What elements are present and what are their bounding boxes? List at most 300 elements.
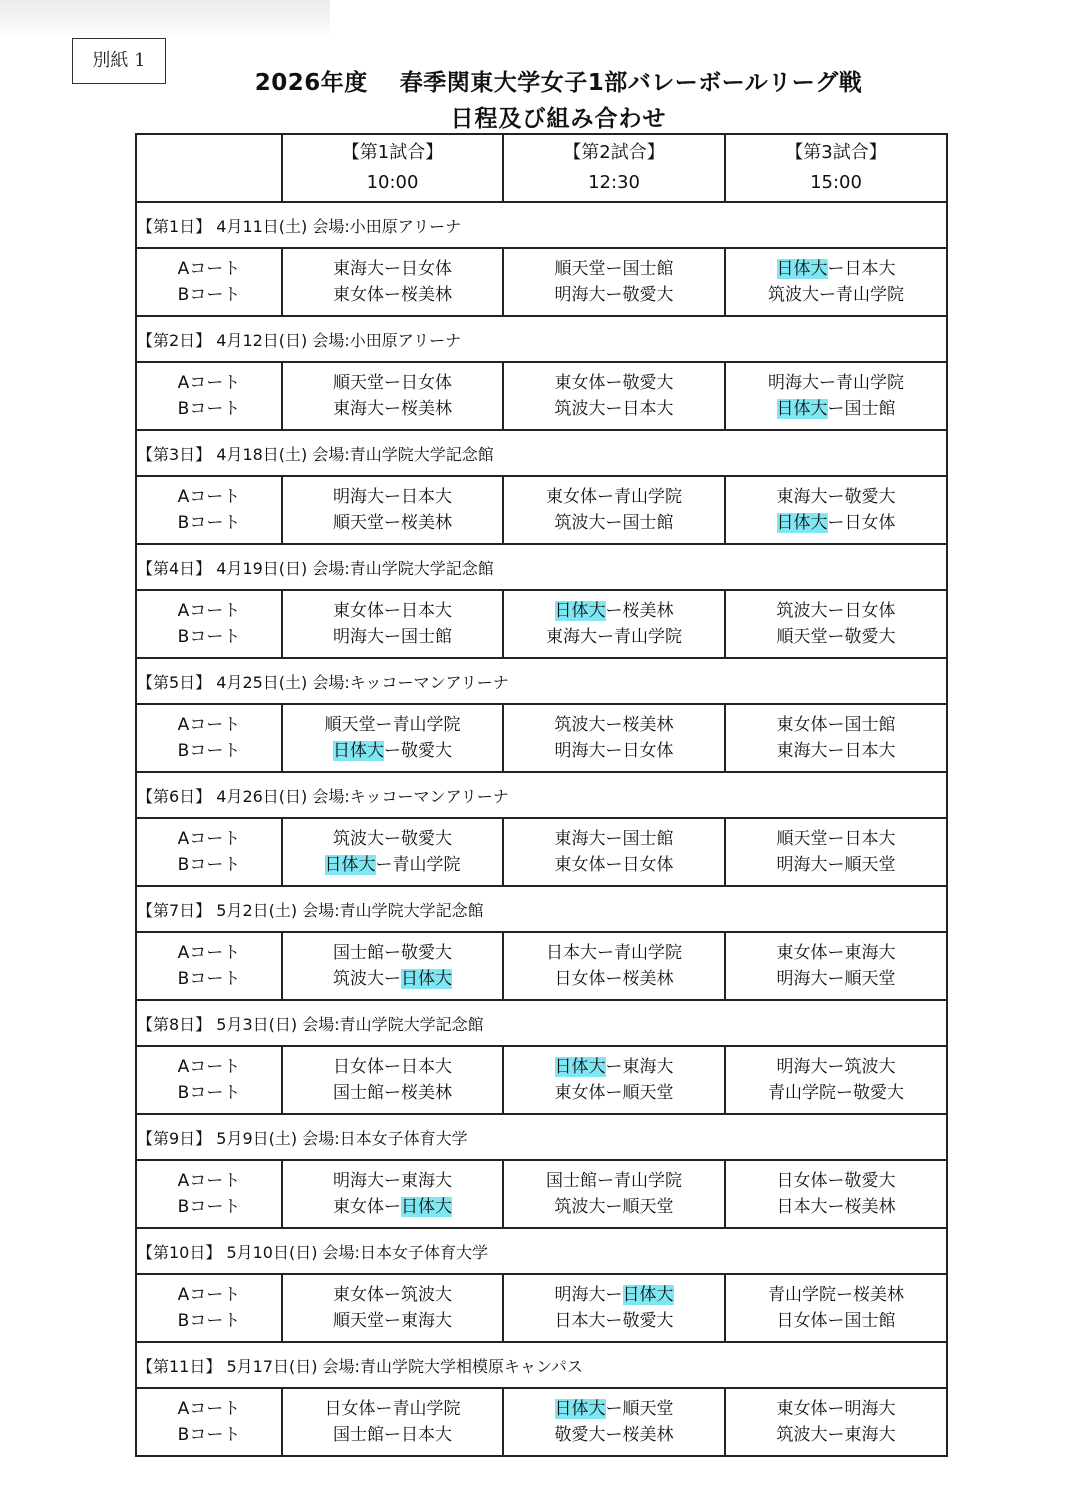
match-pairing (726, 1308, 946, 1334)
match-pairing (504, 712, 724, 738)
page-shadow (0, 0, 330, 40)
court-label: Aコート (177, 1171, 241, 1191)
match-pairing (283, 1396, 502, 1422)
match-dash: ー (597, 627, 614, 647)
team-name: 順天堂 (333, 513, 384, 533)
team-name: 日本大 (401, 1057, 452, 1077)
team-name: 明海大 (776, 855, 828, 875)
match-dash: ー (819, 373, 836, 393)
highlighted-team: 日体大 (554, 1399, 606, 1419)
match-pairing (504, 1282, 724, 1308)
team-name: 国士館 (333, 1083, 384, 1103)
match-dash: ー (827, 715, 845, 735)
match-cell-game-3 (725, 248, 947, 316)
match-pairing (283, 1054, 502, 1080)
match-pairing (726, 1054, 946, 1080)
match-cell-game-2 (503, 1274, 725, 1342)
match-pairing (504, 1422, 724, 1448)
match-cell-game-1 (282, 1160, 503, 1228)
match-pairing (726, 484, 946, 510)
match-cell-game-1 (282, 1388, 503, 1456)
court-label: Bコート (177, 969, 241, 989)
team-name: 明海大 (333, 487, 384, 507)
match-cell-game-3 (725, 1274, 947, 1342)
team-name: 桜美林 (622, 969, 674, 989)
team-name: 日本大 (844, 829, 896, 849)
team-name: 敬愛大 (622, 1311, 674, 1331)
court-label: Bコート (177, 1197, 241, 1217)
team-name: 東女体 (554, 1083, 606, 1103)
day-info-cell: 【第10日】 5月10日(日) 会場:日本女子体育大学 (136, 1228, 947, 1274)
match-pairing (726, 598, 946, 624)
team-name: 桜美林 (622, 601, 674, 621)
match-pairing (726, 1080, 946, 1106)
match-dash: ー (384, 1197, 401, 1217)
day-info-cell: 【第1日】 4月11日(土) 会場:小田原アリーナ (136, 202, 947, 248)
day-header-row (136, 886, 947, 932)
team-name: 敬愛大 (554, 1425, 606, 1445)
match-dash: ー (605, 715, 623, 735)
team-name: 東女体 (776, 943, 828, 963)
court-label-cell (136, 932, 282, 1000)
match-pairing (726, 282, 946, 308)
match-dash: ー (384, 741, 401, 761)
match-dash: ー (597, 1171, 614, 1191)
match-row (136, 590, 947, 658)
match-dash: ー (827, 855, 845, 875)
match-dash: ー (605, 259, 623, 279)
court-label: Bコート (177, 855, 241, 875)
header-game-time: 15:00 (810, 172, 862, 193)
match-dash: ー (384, 285, 401, 305)
team-name: 筑波大 (554, 513, 606, 533)
team-name: 順天堂 (554, 259, 606, 279)
team-name: 敬愛大 (401, 943, 452, 963)
court-label: Aコート (177, 1399, 241, 1419)
court-label-cell (136, 704, 282, 772)
team-name: 明海大 (776, 969, 828, 989)
match-pairing (283, 1282, 502, 1308)
match-pairing (504, 1054, 724, 1080)
match-pairing (283, 282, 502, 308)
match-pairing (283, 598, 502, 624)
team-name: 日女体 (776, 1171, 828, 1191)
team-name: 順天堂 (844, 855, 896, 875)
team-name: 桜美林 (401, 285, 452, 305)
match-dash: ー (384, 1285, 401, 1305)
match-dash: ー (827, 601, 845, 621)
match-pairing (726, 738, 946, 764)
match-cell-game-2 (503, 818, 725, 886)
match-dash: ー (827, 487, 845, 507)
team-name: 桜美林 (622, 1425, 674, 1445)
day-info-cell: 【第5日】 4月25日(土) 会場:キッコーマンアリーナ (136, 658, 947, 704)
match-dash: ー (375, 715, 393, 735)
team-name: 筑波大 (333, 829, 384, 849)
court-label-cell (136, 590, 282, 658)
match-dash: ー (827, 259, 845, 279)
match-row (136, 1388, 947, 1456)
match-cell-game-2 (503, 362, 725, 430)
header-cell-game-2 (503, 134, 725, 202)
match-dash: ー (827, 969, 845, 989)
match-pairing (283, 256, 502, 282)
match-pairing (504, 1308, 724, 1334)
court-label: Aコート (177, 1057, 241, 1077)
match-pairing (283, 738, 502, 764)
team-name: 順天堂 (333, 373, 384, 393)
team-name: 筑波大 (554, 399, 606, 419)
team-name: 東女体 (333, 1285, 384, 1305)
team-name: 筑波大 (776, 601, 828, 621)
team-name: 青山学院 (836, 373, 904, 393)
team-name: 日女体 (776, 1311, 828, 1331)
highlighted-team: 日体大 (554, 1057, 606, 1077)
match-pairing (283, 484, 502, 510)
match-dash: ー (605, 1285, 623, 1305)
day-header-row (136, 544, 947, 590)
day-header-row (136, 1114, 947, 1160)
team-name: 日女体 (844, 601, 896, 621)
team-name: 東女体 (333, 601, 384, 621)
team-name: 筑波大 (768, 285, 819, 305)
match-pairing (726, 1168, 946, 1194)
match-pairing (726, 624, 946, 650)
team-name: 順天堂 (622, 1083, 674, 1103)
match-dash: ー (605, 829, 623, 849)
team-name: 日女体 (622, 855, 674, 875)
match-pairing (504, 256, 724, 282)
team-name: 順天堂 (776, 829, 828, 849)
match-pairing (726, 940, 946, 966)
court-label-cell (136, 248, 282, 316)
team-name: 桜美林 (401, 399, 452, 419)
match-pairing (504, 852, 724, 878)
team-name: 東海大 (333, 399, 384, 419)
match-dash: ー (827, 741, 845, 761)
team-name: 明海大 (554, 741, 606, 761)
team-name: 国士館 (844, 399, 896, 419)
highlighted-team: 日体大 (554, 601, 606, 621)
team-name: 明海大 (554, 1285, 606, 1305)
team-name: 国士館 (333, 943, 384, 963)
team-name: 東海大 (333, 259, 384, 279)
match-dash: ー (605, 969, 623, 989)
match-dash: ー (827, 1057, 845, 1077)
header-corner-cell (136, 134, 282, 202)
header-game-label: 【第1試合】 (341, 142, 444, 163)
match-dash: ー (827, 1311, 845, 1331)
team-name: 筑波大 (776, 1425, 828, 1445)
team-name: 東海大 (546, 627, 597, 647)
team-name: 日女体 (622, 741, 674, 761)
match-dash: ー (605, 373, 623, 393)
team-name: 筑波大 (844, 1057, 896, 1077)
match-pairing (283, 624, 502, 650)
match-cell-game-2 (503, 1046, 725, 1114)
highlighted-team: 日体大 (401, 1197, 452, 1217)
match-pairing (504, 510, 724, 536)
match-cell-game-3 (725, 362, 947, 430)
team-name: 敬愛大 (401, 829, 452, 849)
team-name: 桜美林 (401, 513, 452, 533)
team-name: 桜美林 (622, 715, 674, 735)
header-game-label: 【第3試合】 (785, 142, 887, 163)
team-name: 筑波大 (554, 1197, 606, 1217)
court-label: Aコート (177, 943, 241, 963)
schedule-body (136, 134, 947, 1456)
team-name: 東海大 (401, 1171, 452, 1191)
team-name: 敬愛大 (853, 1083, 904, 1103)
match-cell-game-1 (282, 248, 503, 316)
match-dash: ー (384, 1425, 401, 1445)
team-name: 明海大 (333, 627, 384, 647)
match-dash: ー (605, 1311, 623, 1331)
team-name: 順天堂 (776, 627, 828, 647)
match-cell-game-3 (725, 704, 947, 772)
court-label-cell (136, 1046, 282, 1114)
match-dash: ー (827, 1425, 845, 1445)
header-game-label: 【第2試合】 (563, 142, 665, 163)
match-pairing (726, 1422, 946, 1448)
match-pairing (283, 1168, 502, 1194)
court-label: Bコート (177, 627, 241, 647)
team-name: 東海大 (776, 741, 828, 761)
match-pairing (283, 966, 502, 992)
match-cell-game-1 (282, 704, 503, 772)
team-name: 青山学院 (392, 855, 461, 875)
team-name: 国士館 (844, 715, 896, 735)
team-name: 東海大 (844, 943, 896, 963)
court-label: Bコート (177, 1425, 241, 1445)
team-name: 青山学院 (392, 1399, 461, 1419)
team-name: 国士館 (622, 829, 674, 849)
team-name: 日女体 (844, 513, 896, 533)
team-name: 日本大 (776, 1197, 828, 1217)
day-header-row (136, 316, 947, 362)
match-dash: ー (605, 741, 623, 761)
team-name: 順天堂 (333, 1311, 384, 1331)
match-dash: ー (605, 1399, 623, 1419)
team-name: 順天堂 (324, 715, 376, 735)
team-name: 国士館 (401, 627, 452, 647)
team-name: 日本大 (546, 943, 597, 963)
match-pairing (504, 738, 724, 764)
day-header-row (136, 658, 947, 704)
team-name: 青山学院 (614, 1171, 682, 1191)
match-dash: ー (384, 487, 401, 507)
match-pairing (726, 1194, 946, 1220)
match-dash: ー (827, 1171, 845, 1191)
match-cell-game-3 (725, 1388, 947, 1456)
match-dash: ー (605, 1083, 623, 1103)
header-row (136, 134, 947, 202)
day-info-cell: 【第4日】 4月19日(日) 会場:青山学院大学記念館 (136, 544, 947, 590)
court-label: Aコート (177, 373, 241, 393)
match-pairing (726, 966, 946, 992)
match-row (136, 476, 947, 544)
team-name: 青山学院 (614, 627, 682, 647)
court-label: Aコート (177, 1285, 241, 1305)
match-cell-game-2 (503, 1160, 725, 1228)
match-pairing (504, 966, 724, 992)
match-cell-game-2 (503, 932, 725, 1000)
court-label: Aコート (177, 715, 241, 735)
header-cell-game-1 (282, 134, 503, 202)
team-name: 日本大 (554, 1311, 606, 1331)
header-game-time: 10:00 (366, 172, 419, 193)
header-game-time: 12:30 (588, 172, 640, 193)
team-name: 国士館 (333, 1425, 384, 1445)
team-name: 青山学院 (392, 715, 461, 735)
match-pairing (283, 370, 502, 396)
day-header-row (136, 1342, 947, 1388)
match-dash: ー (384, 601, 401, 621)
match-pairing (726, 256, 946, 282)
day-info-cell: 【第6日】 4月26日(日) 会場:キッコーマンアリーナ (136, 772, 947, 818)
day-info-cell: 【第11日】 5月17日(日) 会場:青山学院大学相模原キャンパス (136, 1342, 947, 1388)
team-name: 順天堂 (844, 969, 896, 989)
match-dash: ー (384, 1171, 401, 1191)
match-dash: ー (605, 1425, 623, 1445)
team-name: 順天堂 (622, 1197, 674, 1217)
match-dash: ー (605, 855, 623, 875)
team-name: 筑波大 (401, 1285, 452, 1305)
team-name: 東女体 (776, 715, 828, 735)
day-info-cell: 【第3日】 4月18日(土) 会場:青山学院大学記念館 (136, 430, 947, 476)
team-name: 筑波大 (333, 969, 384, 989)
match-dash: ー (384, 399, 401, 419)
match-cell-game-2 (503, 248, 725, 316)
court-label-cell (136, 1388, 282, 1456)
match-pairing (504, 624, 724, 650)
match-pairing (726, 510, 946, 536)
team-name: 東海大 (401, 1311, 452, 1331)
team-name: 国士館 (546, 1171, 597, 1191)
highlighted-team: 日体大 (622, 1285, 674, 1305)
court-label: Bコート (177, 399, 241, 419)
match-row (136, 818, 947, 886)
match-pairing (283, 1422, 502, 1448)
team-name: 敬愛大 (401, 741, 452, 761)
team-name: 日女体 (324, 1399, 376, 1419)
team-name: 東女体 (554, 373, 606, 393)
team-name: 日本大 (844, 259, 896, 279)
match-pairing (726, 712, 946, 738)
court-label-cell (136, 1160, 282, 1228)
document-subtitle: 日程及び組み合わせ (450, 106, 667, 132)
highlighted-team: 日体大 (776, 259, 828, 279)
match-cell-game-3 (725, 932, 947, 1000)
match-cell-game-3 (725, 818, 947, 886)
match-dash: ー (384, 943, 401, 963)
match-cell-game-1 (282, 818, 503, 886)
document-title: 2026年度 春季関東大学女子1部バレーボールリーグ戦 (254, 70, 863, 96)
match-cell-game-3 (725, 590, 947, 658)
match-cell-game-1 (282, 476, 503, 544)
match-cell-game-2 (503, 476, 725, 544)
match-dash: ー (384, 513, 401, 533)
attachment-label: 別紙 1 (72, 38, 166, 84)
match-pairing (283, 852, 502, 878)
court-label: Aコート (177, 259, 241, 279)
team-name: 青山学院 (614, 487, 682, 507)
team-name: 敬愛大 (622, 285, 674, 305)
match-row (136, 362, 947, 430)
court-label: Aコート (177, 487, 241, 507)
day-header-row (136, 430, 947, 476)
court-label: Bコート (177, 285, 241, 305)
highlighted-team: 日体大 (333, 741, 384, 761)
match-pairing (504, 1168, 724, 1194)
match-dash: ー (605, 1197, 623, 1217)
team-name: 東海大 (554, 829, 606, 849)
match-dash: ー (384, 373, 401, 393)
highlighted-team: 日体大 (776, 513, 828, 533)
match-dash: ー (384, 829, 401, 849)
team-name: 東女体 (554, 855, 606, 875)
match-pairing (283, 1308, 502, 1334)
match-row (136, 248, 947, 316)
match-dash: ー (384, 1083, 401, 1103)
match-row (136, 1160, 947, 1228)
match-dash: ー (827, 399, 845, 419)
match-cell-game-2 (503, 1388, 725, 1456)
match-pairing (726, 370, 946, 396)
team-name: 青山学院 (768, 1083, 836, 1103)
match-dash: ー (836, 1285, 853, 1305)
match-pairing (283, 1194, 502, 1220)
match-cell-game-1 (282, 362, 503, 430)
day-info-cell: 【第2日】 4月12日(日) 会場:小田原アリーナ (136, 316, 947, 362)
match-pairing (504, 940, 724, 966)
match-pairing (504, 1396, 724, 1422)
day-info-cell: 【第8日】 5月3日(日) 会場:青山学院大学記念館 (136, 1000, 947, 1046)
team-name: 日女体 (401, 259, 452, 279)
match-pairing (726, 1396, 946, 1422)
match-pairing (504, 598, 724, 624)
match-dash: ー (384, 969, 401, 989)
match-dash: ー (827, 627, 845, 647)
court-label-cell (136, 818, 282, 886)
match-cell-game-3 (725, 1046, 947, 1114)
highlighted-team: 日体大 (776, 399, 828, 419)
team-name: 桜美林 (401, 1083, 452, 1103)
match-dash: ー (384, 1057, 401, 1077)
team-name: 明海大 (554, 285, 606, 305)
match-pairing (283, 1080, 502, 1106)
header-cell-game-3 (725, 134, 947, 202)
team-name: 国士館 (844, 1311, 896, 1331)
day-info-cell: 【第7日】 5月2日(土) 会場:青山学院大学記念館 (136, 886, 947, 932)
match-dash: ー (605, 285, 623, 305)
match-pairing (283, 510, 502, 536)
match-cell-game-2 (503, 590, 725, 658)
match-pairing (504, 1080, 724, 1106)
match-dash: ー (384, 627, 401, 647)
match-pairing (726, 396, 946, 422)
match-pairing (504, 484, 724, 510)
match-dash: ー (384, 259, 401, 279)
day-header-row (136, 1000, 947, 1046)
team-name: 明海大 (333, 1171, 384, 1191)
team-name: 日本大 (401, 1425, 452, 1445)
match-dash: ー (827, 513, 845, 533)
court-label-cell (136, 476, 282, 544)
match-row (136, 1274, 947, 1342)
court-label: Bコート (177, 513, 241, 533)
day-header-row (136, 772, 947, 818)
